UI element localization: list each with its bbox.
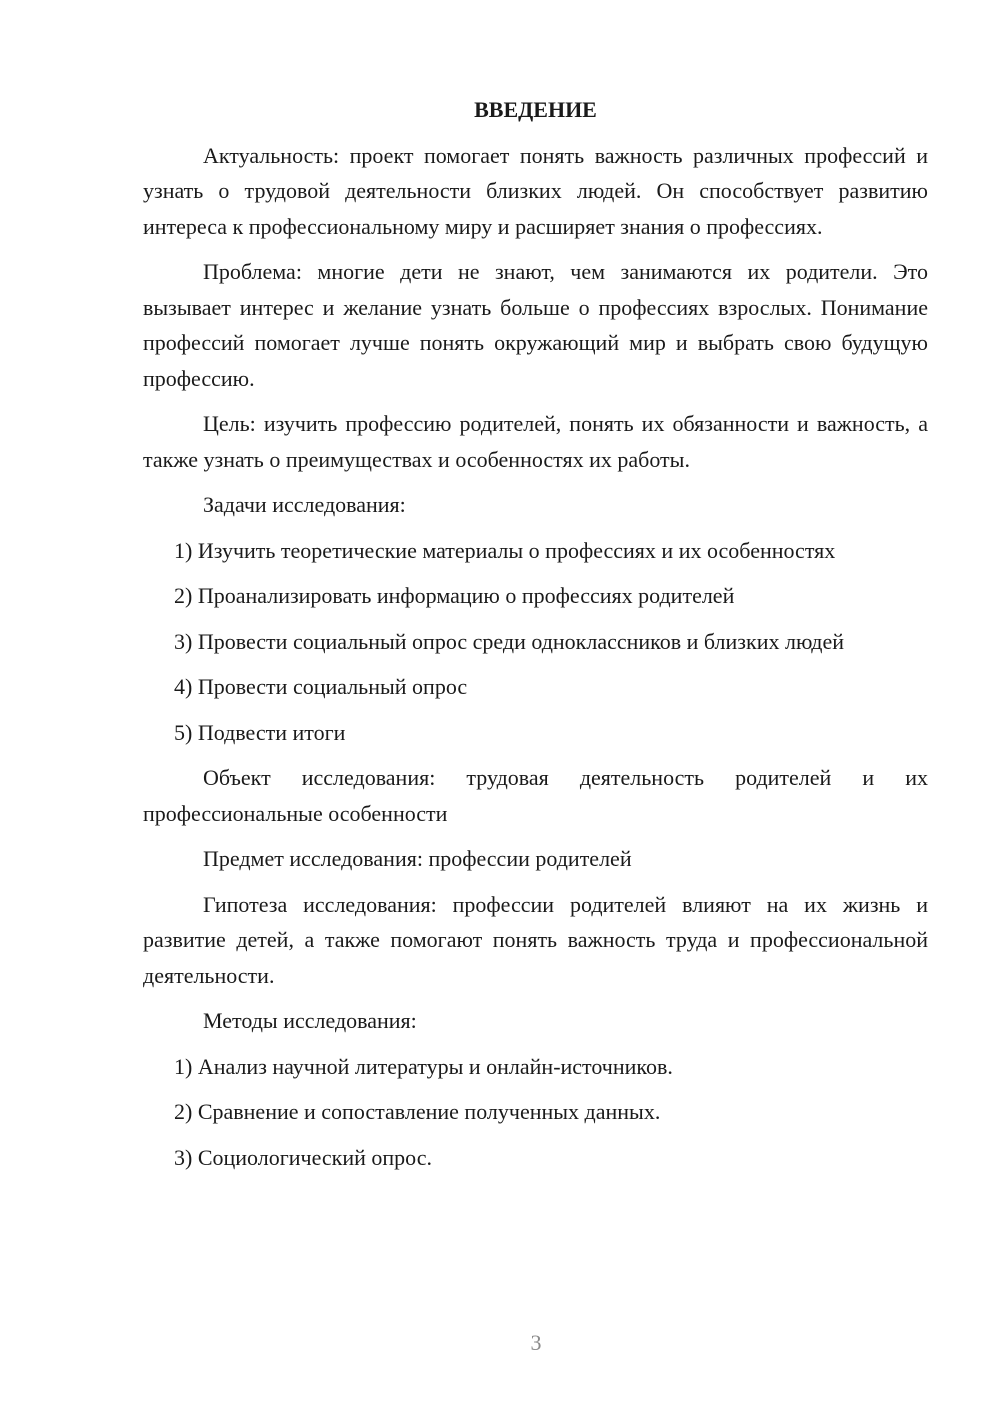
method-item: 1) Анализ научной литературы и онлайн-источников. xyxy=(174,1053,673,1079)
task-item: 2) Проанализировать информацию о профессиях родителей xyxy=(174,583,735,608)
task-item: 4) Провести социальный опрос xyxy=(174,674,468,699)
methods-title: Методы исследования: xyxy=(203,1008,417,1033)
subject-paragraph: Предмет исследования: профессии родителей xyxy=(203,846,632,871)
page-content xyxy=(143,92,928,1185)
relevance-paragraph: Актуальность: проект помогает понять важность различных профессий и узнать о трудовой деятельности близких людей. Он способствует развитию интереса к профессиональному миру и расширяет знания о профессиях. xyxy=(143,142,928,239)
task-item: 1) Изучить теоретические материалы о профессиях и их особенностях xyxy=(174,537,836,563)
task-item: 3) Провести социальный опрос среди одноклассников и близких людей xyxy=(174,628,844,654)
tasks-title: Задачи исследования: xyxy=(203,492,406,517)
method-item: 3) Социологический опрос. xyxy=(174,1144,432,1170)
task-item: 5) Подвести итоги xyxy=(174,719,346,745)
hypothesis-paragraph: Гипотеза исследования: профессии родителей влияют на их жизнь и развитие детей, а также помогают понять важность труда и профессиональной деятельности. xyxy=(143,891,928,988)
section-heading: ВВЕДЕНИЕ xyxy=(474,97,597,122)
goal-paragraph: Цель: изучить профессию родителей, понять их обязанности и важность, а также узнать о преимуществах и особенностях их работы. xyxy=(143,411,928,472)
method-item: 2) Сравнение и сопоставление полученных данных. xyxy=(174,1099,661,1124)
object-paragraph: Объект исследования: трудовая деятельность родителей и их профессиональные особенности xyxy=(143,765,928,826)
problem-paragraph: Проблема: многие дети не знают, чем занимаются их родители. Это вызывает интерес и желание узнать больше о профессиях взрослых. Понимание профессий помогает лучше понять окружающий мир и выбрать свою будущую профессию. xyxy=(143,259,928,391)
page-number: 3 xyxy=(530,1330,542,1355)
